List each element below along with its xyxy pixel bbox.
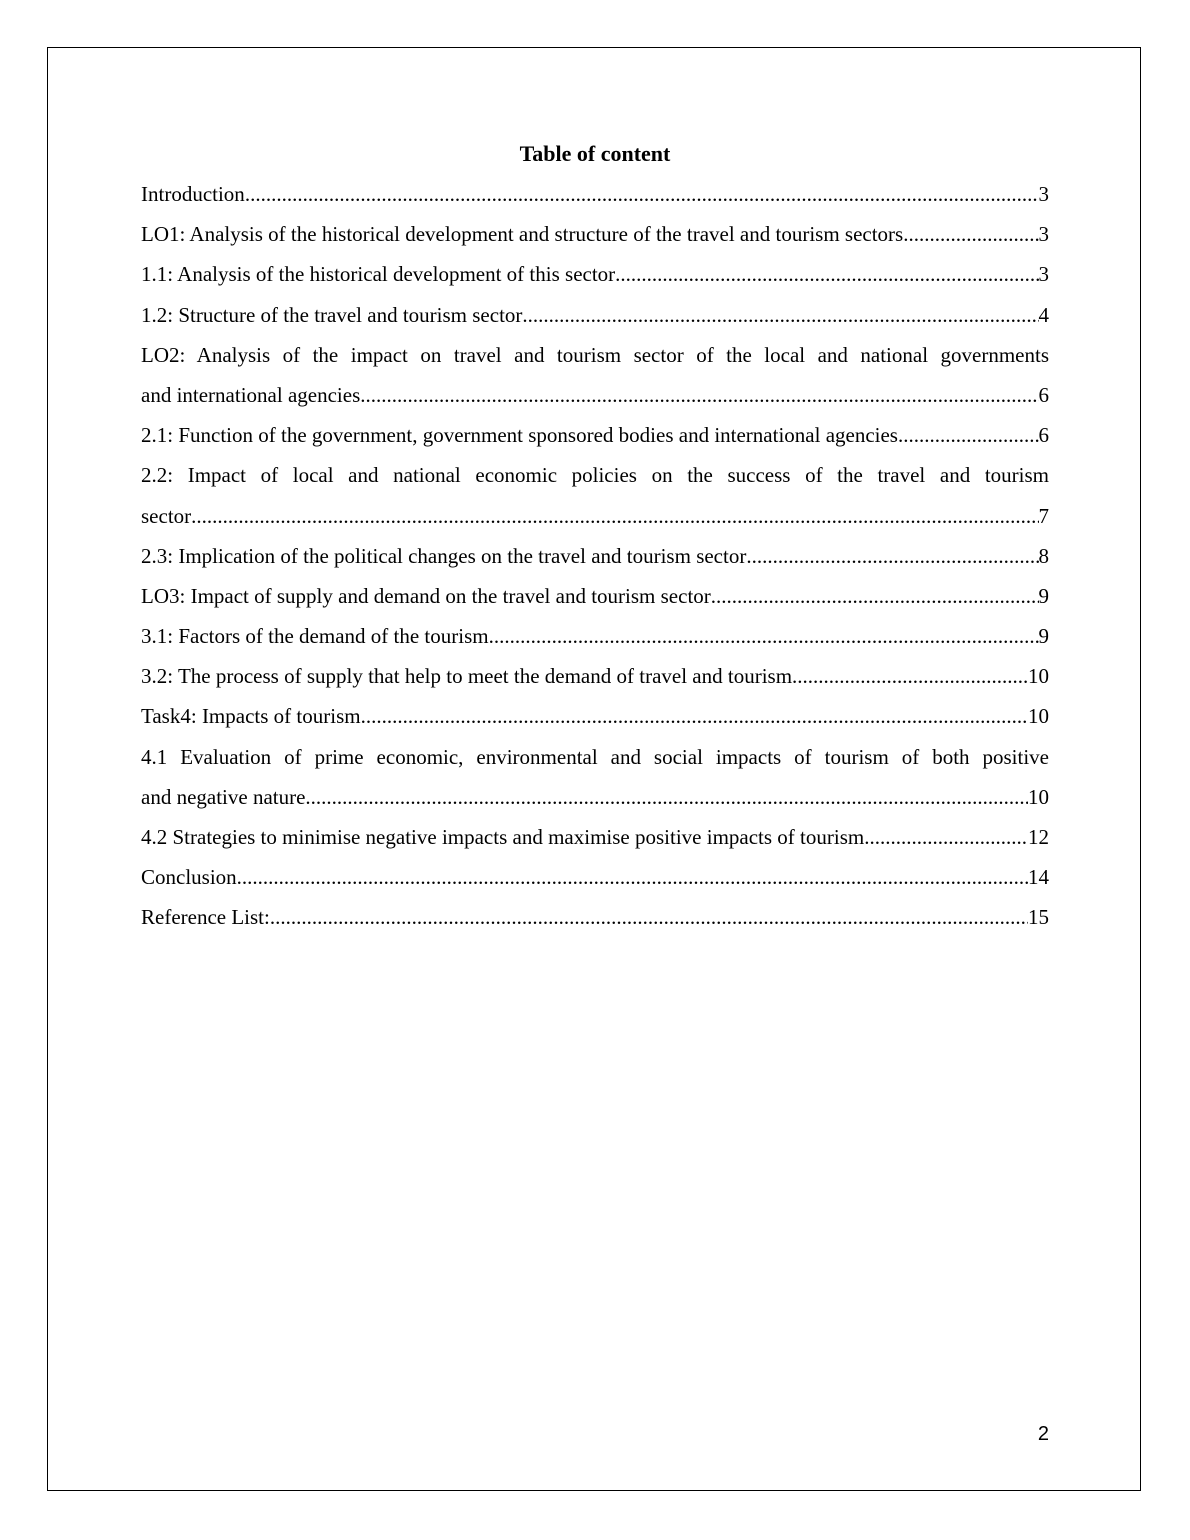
toc-leader-dots [615,254,1038,294]
toc-entry-2-2[interactable] [141,496,1049,536]
page-number: 2 [1037,1423,1049,1445]
toc-entry-4-2[interactable] [141,817,1049,857]
toc-leader-dots [237,857,1028,897]
toc-entry-page: 3 [1038,182,1049,206]
toc-leader-dots [245,174,1039,214]
toc-entry-task4[interactable] [141,696,1049,736]
toc-entry-lo2[interactable] [141,375,1049,415]
toc-entry-1-2[interactable] [141,295,1049,335]
toc-entry-2-1[interactable] [141,415,1049,455]
toc-entry-page: 14 [1028,865,1049,890]
toc-entry-page: 9 [1038,583,1049,608]
toc-entry-text: LO1: Analysis of the historical development and structure of the travel and tourism sectors [141,222,904,247]
toc-leader-dots [361,696,1028,736]
toc-leader-dots [522,295,1038,335]
toc-leader-dots [903,214,1038,254]
toc-entry-conclusion[interactable] [141,857,1049,897]
toc-entry-page: 9 [1038,624,1049,649]
toc-leader-dots [305,777,1028,817]
toc-entry-page: 3 [1038,222,1049,247]
toc-entry-page: 7 [1038,503,1049,528]
toc-entry-text: sector [141,503,192,528]
toc-leader-dots [270,897,1028,937]
toc-entry-page: 10 [1028,704,1049,729]
toc-entry-text: Reference List: [141,905,270,930]
toc-entry-2-2-line1[interactable]: 2.2: Impact of local and national economic policies on the success of the travel and tourism [141,463,1049,488]
toc-entry-lo1[interactable] [141,214,1049,254]
toc-entry-text: 1.2: Structure of the travel and tourism sector [141,302,523,327]
toc-entry-page: 12 [1028,825,1049,849]
toc-entry-text: and negative nature [141,784,306,809]
toc-entry-page: 10 [1028,664,1049,689]
toc-entry-page: 10 [1028,784,1049,809]
toc-leader-dots [711,576,1039,616]
toc-entry-text: 3.2: The process of supply that help to meet the demand of travel and tourism [141,664,793,689]
toc-leader-dots [191,496,1038,536]
toc-title: Table of content [519,141,671,166]
toc-entry-text: 4.2 Strategies to minimise negative impacts and maximise positive impacts of tourism. [141,825,870,849]
toc-entry-text: 2.1: Function of the government, government sponsored bodies and international agencies [141,423,898,448]
toc-entry-4-1[interactable] [141,777,1049,817]
toc-entry-3-1[interactable] [141,616,1049,656]
toc-entry-text: 1.1: Analysis of the historical development of this sector [141,262,616,287]
toc-entry-text: 2.3: Implication of the political changes on the travel and tourism sector [141,543,747,568]
toc-entry-4-1-line1[interactable]: 4.1 Evaluation of prime economic, environmental and social impacts of tourism of both positive [141,744,1049,769]
toc-entry-3-2[interactable] [141,656,1049,696]
toc-entry-introduction[interactable] [141,174,1049,214]
toc-list [141,174,1049,938]
toc-entry-text: Conclusion [141,865,237,890]
toc-entry-lo3[interactable] [141,576,1049,616]
toc-entry-lo2-line1[interactable]: LO2: Analysis of the impact on travel and tourism sector of the local and national governments [141,342,1049,367]
toc-entry-text: Task4: Impacts of tourism [141,704,361,729]
toc-entry-reference-list[interactable] [141,897,1049,937]
toc-leader-dots [792,656,1028,696]
toc-entry-text: 3.1: Factors of the demand of the tourism [141,624,489,649]
toc-entry-page: 4 [1038,302,1049,327]
toc-leader-dots [360,375,1038,415]
toc-leader-dots [898,415,1039,455]
toc-entry-page: 6 [1038,423,1049,448]
toc-entry-text: Introduction [141,182,245,206]
toc-entry-text: LO3: Impact of supply and demand on the travel and tourism sector [141,583,711,608]
toc-entry-page: 6 [1038,382,1049,407]
toc-entry-page: 15 [1028,905,1049,930]
toc-leader-dots [746,536,1038,576]
toc-entry-1-1[interactable] [141,254,1049,294]
toc-leader-dots [489,616,1039,656]
toc-entry-text: and international agencies [141,382,361,407]
toc-entry-page: 8 [1038,543,1049,568]
toc-entry-2-3[interactable] [141,536,1049,576]
toc-leader-dots [869,817,1028,857]
toc-entry-page: 3 [1038,262,1049,287]
